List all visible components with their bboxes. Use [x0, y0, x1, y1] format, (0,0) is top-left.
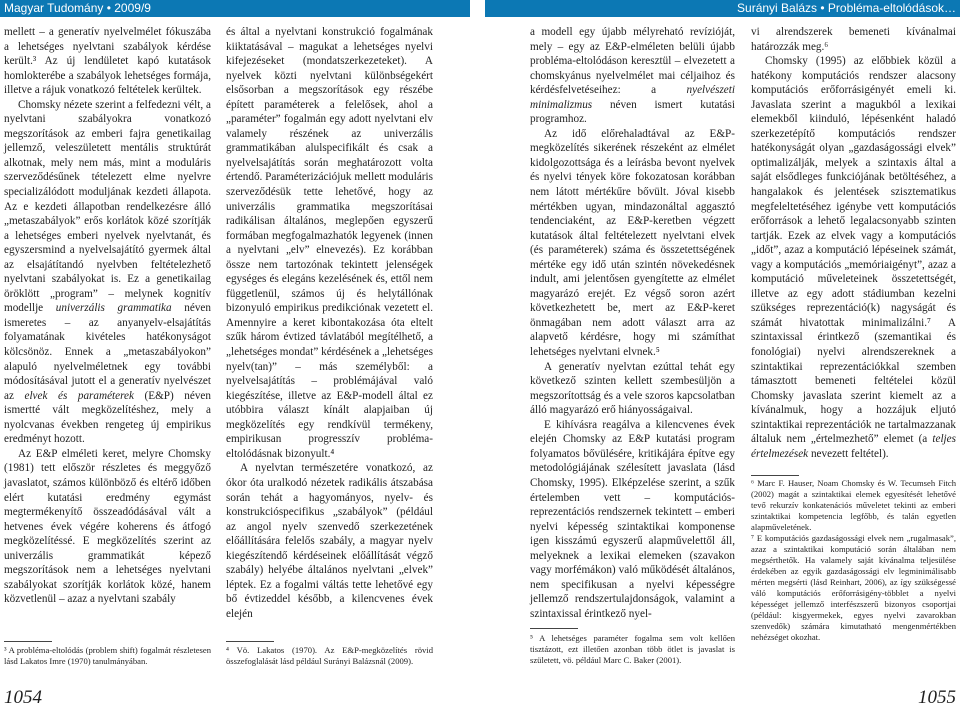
footnote-5: ⁵ A lehetséges paraméter fogalma sem volt kellően tisztázott, ezt illetően azonban több ötlet is javaslat is született, vö. például Marc C. Baker (2001). [530, 633, 735, 665]
footnote-rule [530, 628, 578, 629]
footnote-4: ⁴ Vö. Lakatos (1970). Az E&P-megközelítés rövid összefoglalását lásd például Surányi Balázsnál (2009). [226, 645, 433, 666]
footnotes-6-7 [751, 478, 956, 643]
footnote-rule [4, 641, 52, 642]
paragraph: a modell egy újabb mélyreható revízióját, mely – egy az E&P-elméleten belüli újabb probléma-eltolódáson keresztül – elvezetett a chomskyánus nyelvelmélet mai céljaihoz és kérdésfelvetéseihez: a nyelvészeti minimalizmus néven ismert kutatási programhoz. [530, 26, 735, 126]
paragraph: Chomsky nézete szerint a felfedezni vélt, a nyelvtani szabályokra vonatkozó megszorítások az emberi fajra genetikailag jellemző, veleszületett mentális struktúrát alkotnak, mely nem más, mint a moduláris szerveződésűnek tételezett elme nyelvre specializálódott moduljának kezdeti állapota. Az e kezdeti állapotban rendelkezésre álló „metaszabályok” erős korlátok közé szorítják a lehetséges emberi nyelvek nyelvtanát, és egyszersmind a nyelvelsajátító gyermek által az elsajátítandó nyelvben feltételezhető nyelvtani szabályokat is. Ez a genetikailag öröklött „program” – melynek kognitív modellje univerzális grammatika néven ismeretes – az anyanyelv-elsajátítás folyamatának kivételes hatékonyságot kölcsönöz. Ennek a „metaszabályokon” alapuló nyelvelméletnek egy további módosításával jutott el a generatív nyelvészet az elvek és paraméterek (E&P) néven ismertté vált megközelítéshez, mely a nyolcvanas években rengeteg új empirikus eredményt hozott. [4, 98, 211, 446]
column-1 [4, 25, 211, 607]
paragraph: E kihívásra reagálva a kilencvenes évek elején Chomsky az E&P kutatási program folyamatos bővülésére, kritikájára építve egy metodológiájának szélesített javaslata (lásd Chomsky, 1995). Elképzelése szerint, a szűk értelemben vett – komputációs-reprezentációs rendszernek tekintett – emberi nyelvi képesség szintaktikai komponense igen kisszámú egyszerű alapművelettől áll, melyeknek a lexikai elemeken (szavakon vagy morfémákon) való működését általános, nem specifikusan a nyelvi képességre jellemző rendszertulajdonságok, valamint a szintaxissal érintkező nyel- [530, 418, 735, 620]
paragraph: Az idő előrehaladtával az E&P-megközelítés sikerének részeként az elmélet kidolgozottsága és a leírásba bevont nyelvek és nyelvi tények köre fokozatosan korábban nem látott mértékűre bővült. Jóval kisebb mértékben ugyan, mindazonáltal aggasztó tendenciaként, az E&P-keretben végzett kutatások által feltételezett nyelvtani elvek (és paraméterek) száma és összetettségének mértéke egy idő után szintén növekedésnek indult, ami jelentősen gyengítette az elmélet magyarázó erejét. Ez végső soron azért következhetett be, mert az E&P-keret önmagában nem adott választ arra az alapvető kérdésre, hogy mi számíthat lehetséges nyelvtani elvnek.⁵ [530, 127, 735, 359]
footnote-7: ⁷ E komputációs gazdaságossági elvek nem „rugalmasak”, azaz a szintaktikai komputáció során általában nem megsérthetők. Ha valamely saját kívánalma teljesülése érdekében az egyik gazdaságossági elv legminimálisabb mérten megsérti (lásd Reinhart, 2006), az így szükségessé váló komputációs erőforrásigény-többlet a nyelvi képességet jellemző interfészszerű bizonyos csoportjai (például: kisgyermekek, egyes nyelvi zavarokban szenvedők) számára kimutatható mengenmértékben nehézséget okozhat. [751, 533, 956, 642]
paragraph: Chomsky (1995) az előbbiek közül a hatékony komputációs rendszer alacsony komputációs erőforrásigényét emeli ki. Javaslata szerint a magukból a lexikai elemekből kiinduló, lépésenként haladó szerkezetépítő komputációs rendszer hatékonyságát olyan „gazdaságossági elvek” optimalizálják, melyek a szintaxis által a saját elsődleges funkciójának betöltéséhez, a hangalakok és jelentések szisztematikus megfeleltetéséhez igénybe vett komputációs erőforrások a lehető legalacsonyabb szinten tartják. Ezek az elvek vagy a komputációs „időt”, azaz a komputáció lépéseinek számát, vagy a komputációs „memóriaigényt”, azaz a komputáció műveleteinek összetettségét, illetve az egy adott stádiumban kezelni szükséges reprezentáció(k) nagyságát és számát hivatottak minimalizálni.⁷ A szintaxissal érintkező (szemantikai és fonológiai) nyelvi alrendszereknek a szintaktikai reprezentációkkal szemben támasztott bemeneti feltételei közül Chomsky javaslata szerint kiemelt az a kívánalmuk, hogy a hozzájuk eljutó szintaktikai reprezentációk ne tartalmazzanak általuk nem „értelmezhető” elemet (a teljes értelmezések nevezett feltétel). [751, 55, 956, 460]
paragraph: vi alrendszerek bemeneti kívánalmai határozzák meg.⁶ [751, 26, 956, 53]
column-3 [530, 25, 735, 621]
footnote-6: ⁶ Marc F. Hauser, Noam Chomsky és W. Tecumseh Fitch (2002) magát a szintaktikai elemek egyesítését lehetővé tevő rekurzív konkatenációs műveletet tekinti az emberi szintaktikai kompetencia legfőbb, és talán egyetlen alapműveletének. [751, 478, 956, 532]
footnote-rule [751, 475, 799, 476]
footnote-3: ³ A probléma-eltolódás (problem shift) fogalmát részletesen lásd Lakatos Imre (1970) tanulmányában. [4, 645, 211, 666]
article-header [485, 0, 960, 17]
paragraph: mellett – a generatív nyelvelmélet fókuszába a lehetséges nyelvtani szabályok kérdése került.³ Az új lendületet kapó kutatások homlokterébe a szabályok lehetséges formája, illetve a rájuk vonatkozó feltételek kerültek. [4, 26, 211, 97]
column-4 [751, 25, 956, 461]
paragraph: A generatív nyelvtan ezúttal tehát egy következő szinten kellett szembesüljön a megszorítottság és a vele szoros kapcsolatban álló magyarázó erő hiányosságaival. [530, 360, 735, 417]
article-running-title: Surányi Balázs • Probléma-eltolódások… [737, 1, 956, 15]
journal-title: Magyar Tudomány • 2009/9 [4, 1, 151, 15]
page-number-right: 1055 [918, 687, 956, 708]
paragraph: Az E&P elméleti keret, melyre Chomsky (1981) tett először részletes és meggyőző javaslatot, számos különböző és eltérő időben elért kutatási eredmény egymást megtermékenyítő összeadódásával vált a hetvenes évek végére koherens és átfogó megközelítéssé. E megközelítés szerint az univerzális grammatikát képező megszorítások nem a lehetséges nyelvtani szabályokat szorítják korlátok közé, hanem közvetlenül – azaz a nyelvtani szabály [4, 447, 211, 606]
journal-header [0, 0, 470, 17]
footnote-rule [226, 641, 274, 642]
paragraph: és által a nyelvtani konstrukció fogalmának kiiktatásával – magukat a lehetséges nyelvi kifejezéseket (mondatszerkezeteket). A nyelvek közti nyelvtani különbségekért elsősorban a megszorítások egy részébe épített paraméterek a felelősek, ahol a „paraméter” fogalmán egy adott nyelvtani elv valamely részének az univerzális grammatikában alulspecifikált és csak a nyelvelsajátítás során meghatározott volta értendő. Paraméterizációjuk mellett moduláris szerveződésük tette lehetővé, hogy az univerzális grammatika megszorításai radikálisan általános, meglepően egyszerű formában megfogalmazhatók legyenek (innen a nyelvtani „elv” elnevezés). Ez korábban össze nem tartozónak tekintett jelenségek egységes és elegáns kezelésének és, ettől nem függetlenül, számos új és helytállónak bizonyuló empirikus predikciónak vezetett el. Amennyire a keret kibontakozása óta eltelt szűk három évtized távlatából megítélhető, a „lehetséges mondat” kérdésének a „lehetséges nyelv(tan)” – más személyből: a nyelvelsajátítás – problémájával való kiegészítése, illetve az E&P-modell által ez utóbbira választ kínált alapjaiban új megközelítés egy rendkívül termékeny, empirikusan progresszív probléma-eltolódásnak bizonyult.⁴ [226, 26, 433, 460]
paragraph: A nyelvtan természetére vonatkozó, az ókor óta uralkodó nézetek radikális átszabása során tehát a hagyományos, nyelv- és konstrukcióspecifikus „szabályok” (például az angol nyelv szenvedő szerkezetének előállítására felelős szabály, a magyar nyelv kiegészítendő kérdéseinek előállítását végző szabály) helyébe általános nyelvtani „elvek” léptek. Ez a fogalmi váltás tette lehetővé egy bő évtizeddel később, a kilencvenes évek elején [226, 462, 433, 620]
page-number-left: 1054 [4, 687, 42, 708]
column-2 [226, 25, 433, 621]
